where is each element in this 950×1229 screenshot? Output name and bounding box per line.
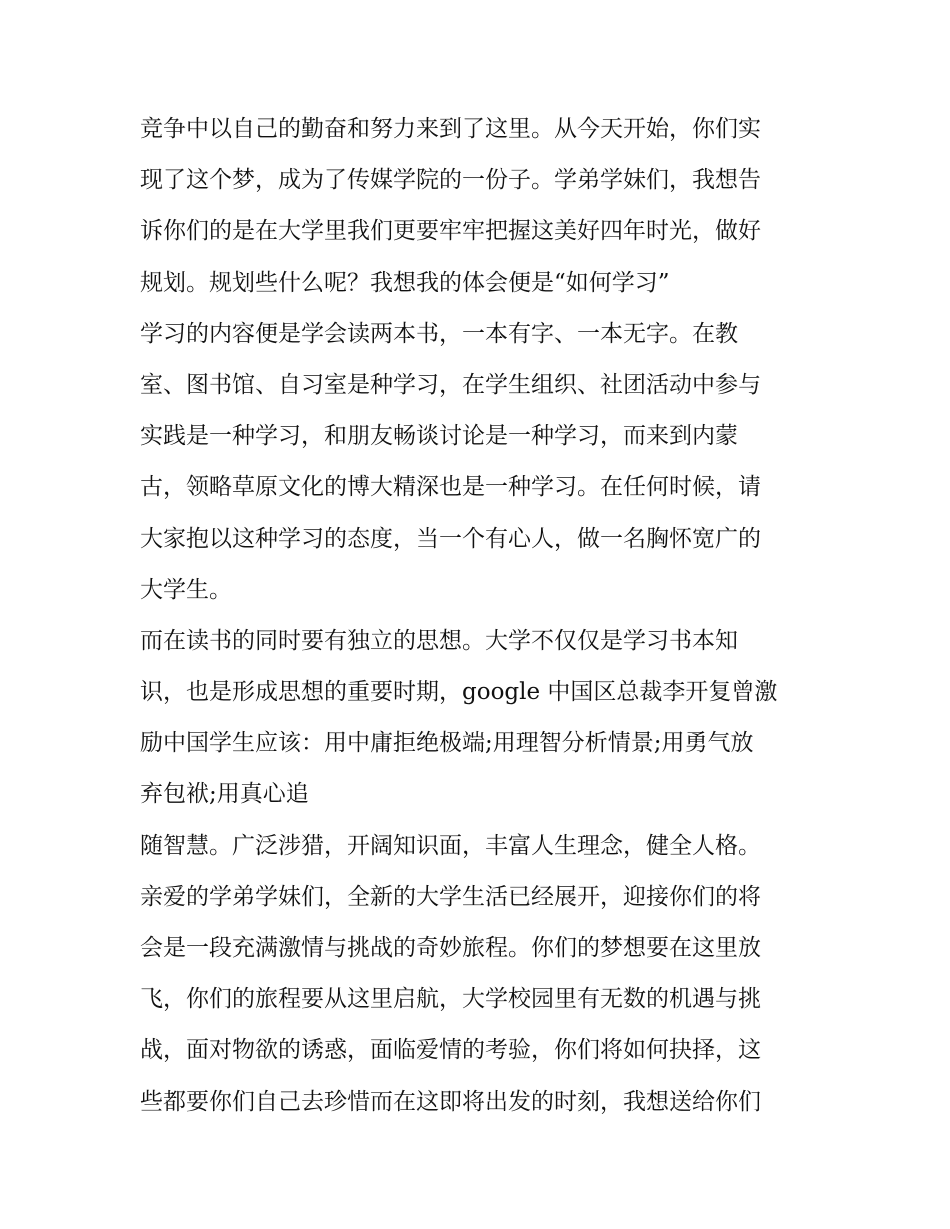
text-line: 现了这个梦，成为了传媒学院的一份子。学弟学妹们，我想告 (140, 167, 761, 194)
document-body (140, 104, 820, 1128)
text-line: 规划。规划些什么呢？我想我的体会便是“如何学习” (140, 269, 670, 296)
text-line: 大家抱以这种学习的态度，当一个有心人，做一名胸怀宽广的 (140, 525, 761, 552)
text-line: 些都要你们自己去珍惜而在这即将出发的时刻，我想送给你们 (140, 1088, 761, 1115)
text-line: 识，也是形成思想的重要时期，google 中国区总裁李开复曾激 (140, 679, 778, 706)
text-line: 弃包袱;用真心追 (140, 781, 309, 808)
text-line: 飞，你们的旅程要从这里启航，大学校园里有无数的机遇与挑 (140, 986, 761, 1013)
text-line: 学习的内容便是学会读两本书，一本有字、一本无字。在教 (140, 320, 738, 347)
text-line: 大学生。 (140, 576, 232, 603)
text-line: 古，领略草原文化的博大精深也是一种学习。在任何时候，请 (140, 474, 761, 501)
text-line: 随智慧。广泛涉猎，开阔知识面，丰富人生理念，健全人格。 (140, 832, 761, 859)
text-line: 励中国学生应该：用中庸拒绝极端;用理智分析情景;用勇气放 (140, 730, 754, 757)
text-line: 诉你们的是在大学里我们更要牢牢把握这美好四年时光，做好 (140, 218, 761, 245)
text-line: 会是一段充满激情与挑战的奇妙旅程。你们的梦想要在这里放 (140, 935, 761, 961)
text-line: 亲爱的学弟学妹们，全新的大学生活已经展开，迎接你们的将 (140, 883, 761, 910)
text-line: 竞争中以自己的勤奋和努力来到了这里。从今天开始，你们实 (140, 116, 761, 142)
text-line: 室、图书馆、自习室是种学习，在学生组织、社团活动中参与 (140, 371, 761, 398)
text-line: 而在读书的同时要有独立的思想。大学不仅仅是学习书本知 (140, 627, 738, 654)
text-line: 实践是一种学习，和朋友畅谈讨论是一种学习，而来到内蒙 (140, 423, 738, 450)
text-line: 战，面对物欲的诱惑，面临爱情的考验，你们将如何抉择，这 (140, 1037, 761, 1064)
